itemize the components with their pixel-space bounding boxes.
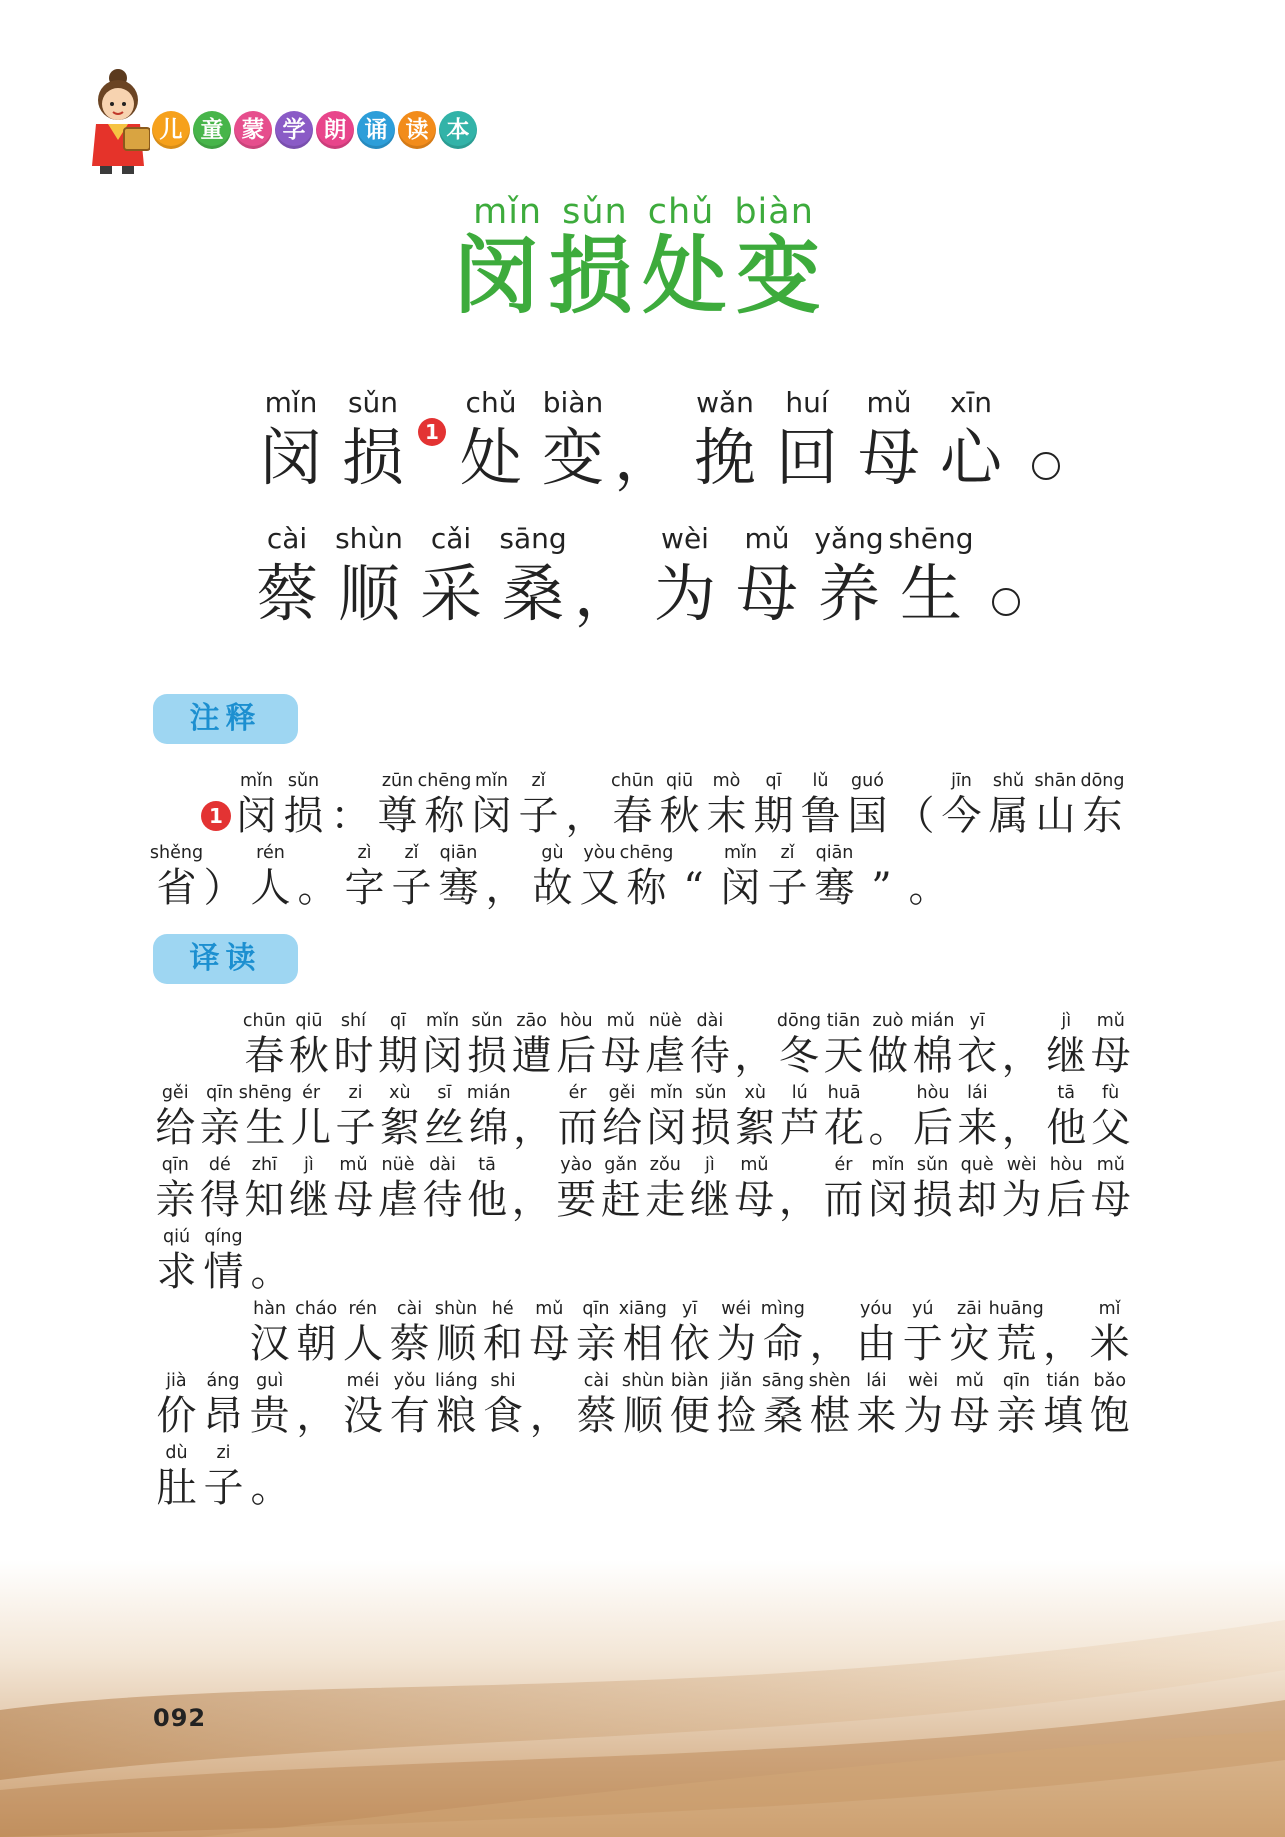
char-with-pinyin: mǔ 母	[529, 1299, 570, 1367]
punctuation: ：	[330, 793, 371, 839]
series-title	[152, 111, 477, 149]
char-with-pinyin: mǐ 米	[1089, 1299, 1130, 1367]
punctuation: ”	[871, 865, 892, 911]
punctuation: ，	[1001, 1105, 1042, 1151]
char-with-pinyin: qīn 亲	[155, 1155, 196, 1223]
title-pinyin-syllable: mǐn	[473, 192, 543, 232]
char-with-pinyin: sǔn 损	[283, 771, 324, 839]
char-with-pinyin: huā 花	[824, 1083, 865, 1151]
char-with-pinyin: shǔ 属	[988, 771, 1029, 839]
char-with-pinyin: mǐn 闵	[236, 771, 277, 839]
char-with-pinyin: qíng 情	[203, 1227, 244, 1295]
char-with-pinyin: hòu 后	[556, 1011, 597, 1079]
char-with-pinyin: hòu 后	[912, 1083, 953, 1151]
char-with-pinyin: lái 来	[957, 1083, 998, 1151]
poem-period	[992, 588, 1020, 616]
punctuation: ，	[734, 1033, 775, 1079]
char-with-pinyin: yào 要	[556, 1155, 597, 1223]
char-with-pinyin: mìng 命	[760, 1299, 805, 1367]
series-char: 童	[193, 111, 231, 149]
char-with-pinyin: guì 贵	[249, 1371, 290, 1439]
notes-body	[149, 768, 1133, 912]
char-with-pinyin: wèi 为	[1001, 1155, 1042, 1223]
poem-char: shēng 生	[888, 522, 974, 630]
punctuation: 。	[250, 1249, 291, 1295]
text-line	[153, 1008, 1133, 1080]
punctuation: ，	[513, 1105, 554, 1151]
footnote-marker[interactable]: 1	[201, 801, 231, 831]
series-char: 读	[398, 111, 436, 149]
char-with-pinyin: nüè 虐	[378, 1155, 418, 1223]
poem-line-2	[246, 520, 1066, 630]
char-with-pinyin: jīn 今	[941, 771, 982, 839]
char-with-pinyin: mián 棉	[910, 1011, 955, 1079]
char-with-pinyin: yī 衣	[957, 1011, 998, 1079]
poem-char: huí 回	[775, 386, 838, 494]
char-with-pinyin: xù 絮	[735, 1083, 776, 1151]
char-with-pinyin: cháo 朝	[295, 1299, 338, 1367]
char-with-pinyin: shèn 椹	[808, 1371, 851, 1439]
char-with-pinyin: qiú 求	[156, 1227, 197, 1295]
text-line	[153, 1080, 1133, 1152]
char-with-pinyin: sǔn 损	[912, 1155, 953, 1223]
char-with-pinyin: nüè 虐	[645, 1011, 686, 1079]
text-line	[153, 1440, 1133, 1512]
char-with-pinyin: wéi 为	[716, 1299, 757, 1367]
char-with-pinyin: tián 填	[1043, 1371, 1084, 1439]
series-char: 朗	[316, 111, 354, 149]
punctuation: ，	[485, 865, 526, 911]
page-number: 092	[153, 1704, 207, 1732]
text-line	[153, 1296, 1133, 1368]
char-with-pinyin: gù 故	[532, 843, 573, 911]
char-with-pinyin: chūn 春	[611, 771, 654, 839]
series-char: 本	[439, 111, 477, 149]
char-with-pinyin: chēng 称	[417, 771, 472, 839]
poem-char: chǔ 处	[459, 386, 522, 494]
poem-line-1	[250, 384, 1070, 494]
char-with-pinyin: xiāng 相	[618, 1299, 667, 1367]
translation-section-label: 译读	[153, 934, 298, 984]
char-with-pinyin: yú 于	[902, 1299, 943, 1367]
char-with-pinyin: zǐ 子	[391, 843, 432, 911]
char-with-pinyin: mǔ 母	[1090, 1155, 1131, 1223]
char-with-pinyin: sāng 桑	[762, 1371, 805, 1439]
char-with-pinyin: lú 芦	[779, 1083, 820, 1151]
char-with-pinyin: tā 他	[1046, 1083, 1087, 1151]
char-with-pinyin: lǔ 鲁	[800, 771, 841, 839]
char-with-pinyin: mǐn 闵	[720, 843, 761, 911]
char-with-pinyin: yǒu 有	[389, 1371, 430, 1439]
char-with-pinyin: shùn 顺	[621, 1371, 665, 1439]
poem-char: mǔ 母	[735, 522, 798, 630]
char-with-pinyin: tiān 天	[823, 1011, 864, 1079]
notes-section-label: 注释	[153, 694, 298, 744]
punctuation: “	[683, 865, 704, 911]
poem-period	[1032, 452, 1060, 480]
char-with-pinyin: mǐn 闵	[646, 1083, 687, 1151]
char-with-pinyin: rén 人	[250, 843, 291, 911]
char-with-pinyin: gǎn 赶	[600, 1155, 641, 1223]
char-with-pinyin: hàn 汉	[249, 1299, 290, 1367]
char-with-pinyin: méi 没	[343, 1371, 384, 1439]
char-with-pinyin: liáng 粮	[435, 1371, 478, 1439]
series-char: 蒙	[234, 111, 272, 149]
punctuation: ，	[778, 1177, 819, 1223]
title-pinyin-syllable: biàn	[734, 192, 814, 232]
char-with-pinyin: mò 末	[706, 771, 747, 839]
punctuation: ，	[511, 1177, 552, 1223]
char-with-pinyin: ér 而	[557, 1083, 598, 1151]
char-with-pinyin: huāng 荒	[988, 1299, 1044, 1367]
series-char: 诵	[357, 111, 395, 149]
char-with-pinyin: zǒu 走	[645, 1155, 686, 1223]
char-with-pinyin: xù 絮	[379, 1083, 420, 1151]
series-logo	[86, 66, 506, 176]
char-with-pinyin: bǎo 饱	[1089, 1371, 1130, 1439]
char-with-pinyin: qīn 亲	[575, 1299, 616, 1367]
char-with-pinyin: jì 继	[288, 1155, 329, 1223]
text-line	[153, 1152, 1133, 1224]
char-with-pinyin: qiān 骞	[438, 843, 479, 911]
char-with-pinyin: shěng 省	[149, 843, 204, 911]
char-with-pinyin: mǔ 母	[333, 1155, 374, 1223]
char-with-pinyin: dù 肚	[156, 1443, 197, 1511]
char-with-pinyin: cài 蔡	[576, 1371, 617, 1439]
poem-comma: ，	[574, 557, 637, 630]
char-with-pinyin: chēng 称	[619, 843, 674, 911]
char-with-pinyin: zhī 知	[244, 1155, 285, 1223]
char-with-pinyin: rén 人	[342, 1299, 383, 1367]
char-with-pinyin: yóu 由	[856, 1299, 897, 1367]
title-pinyin-syllable: sǔn	[562, 192, 628, 232]
char-with-pinyin: áng 昂	[203, 1371, 243, 1439]
footnote-marker[interactable]: 1	[418, 418, 446, 446]
poem-char: biàn 变	[541, 386, 604, 494]
char-with-pinyin: zāo 遭	[511, 1011, 552, 1079]
punctuation: ，	[1042, 1321, 1083, 1367]
char-with-pinyin: qiū 秋	[288, 1011, 329, 1079]
char-with-pinyin: qīn 亲	[996, 1371, 1037, 1439]
char-with-pinyin: biàn 便	[669, 1371, 710, 1439]
punctuation: 。	[868, 1105, 909, 1151]
char-with-pinyin: jià 价	[156, 1371, 197, 1439]
punctuation: 。	[250, 1465, 291, 1511]
char-with-pinyin: lái 来	[856, 1371, 897, 1439]
char-with-pinyin: chūn 春	[242, 1011, 286, 1079]
char-with-pinyin: mǔ 母	[1090, 1011, 1131, 1079]
char-with-pinyin: dài 待	[689, 1011, 730, 1079]
punctuation: 。	[908, 865, 949, 911]
char-with-pinyin: dōng 冬	[776, 1011, 821, 1079]
char-with-pinyin: qī 期	[378, 1011, 418, 1079]
punctuation: ，	[296, 1393, 337, 1439]
char-with-pinyin: gěi 给	[155, 1083, 196, 1151]
char-with-pinyin: zì 字	[344, 843, 385, 911]
char-with-pinyin: sǔn 损	[467, 1011, 508, 1079]
char-with-pinyin: mǐn 闵	[471, 771, 512, 839]
char-with-pinyin: zuò 做	[868, 1011, 909, 1079]
text-line	[153, 768, 1133, 840]
series-char: 儿	[152, 111, 190, 149]
char-with-pinyin: fù 父	[1090, 1083, 1131, 1151]
char-with-pinyin: yòu 又	[579, 843, 620, 911]
translation-body	[153, 1008, 1133, 1512]
boy-mascot-icon	[86, 66, 150, 176]
char-with-pinyin: gěi 给	[602, 1083, 642, 1151]
punctuation: ）	[203, 865, 244, 911]
char-with-pinyin: shān 山	[1034, 771, 1077, 839]
char-with-pinyin: mǔ 母	[734, 1155, 775, 1223]
text-line	[153, 1224, 1133, 1296]
series-char: 学	[275, 111, 313, 149]
char-with-pinyin: ér 儿	[291, 1083, 332, 1151]
poem-char: wǎn 挽	[693, 386, 756, 494]
poem-char: xīn 心	[939, 386, 1002, 494]
poem-char: yǎng 养	[814, 522, 884, 630]
char-with-pinyin: zāi 灾	[949, 1299, 990, 1367]
punctuation: ，	[529, 1393, 570, 1439]
paragraph-indent	[153, 801, 233, 840]
char-with-pinyin: sǔn 损	[690, 1083, 731, 1151]
poem-char: cài 蔡	[255, 522, 318, 630]
char-with-pinyin: hé 和	[482, 1299, 523, 1367]
char-with-pinyin: qiū 秋	[659, 771, 700, 839]
char-with-pinyin: shi 食	[483, 1371, 524, 1439]
char-with-pinyin: zi 子	[203, 1443, 244, 1511]
poem-char: sǔn 损	[341, 386, 404, 494]
char-with-pinyin: mǐn 闵	[422, 1011, 463, 1079]
char-with-pinyin: shí 时	[333, 1011, 374, 1079]
punctuation: ，	[565, 793, 606, 839]
char-with-pinyin: wèi 为	[903, 1371, 944, 1439]
char-with-pinyin: jì 继	[689, 1155, 730, 1223]
punctuation: 。	[297, 865, 338, 911]
char-with-pinyin: hòu 后	[1046, 1155, 1087, 1223]
char-with-pinyin: qī 期	[753, 771, 794, 839]
title-pinyin	[1, 192, 1285, 232]
char-with-pinyin: zi 子	[335, 1083, 376, 1151]
title-pinyin-syllable: chǔ	[647, 192, 715, 232]
poem-char: shùn 顺	[335, 522, 403, 630]
char-with-pinyin: dōng 东	[1080, 771, 1125, 839]
char-with-pinyin: mián 绵	[466, 1083, 511, 1151]
poem-char: sāng 桑	[499, 522, 567, 630]
char-with-pinyin: què 却	[957, 1155, 998, 1223]
poem-char: mǔ 母	[857, 386, 920, 494]
text-line	[153, 1368, 1133, 1440]
poem-comma: ，	[614, 421, 677, 494]
punctuation: ，	[809, 1321, 850, 1367]
char-with-pinyin: zǐ 子	[518, 771, 559, 839]
page-title: 闵损处变	[454, 227, 831, 325]
wood-footer-decoration	[0, 1560, 1285, 1837]
punctuation: （	[894, 793, 935, 839]
char-with-pinyin: dài 待	[422, 1155, 463, 1223]
char-with-pinyin: dé 得	[199, 1155, 240, 1223]
char-with-pinyin: qīn 亲	[199, 1083, 240, 1151]
text-line	[149, 840, 1133, 912]
char-with-pinyin: guó 国	[847, 771, 888, 839]
char-with-pinyin: cài 蔡	[389, 1299, 430, 1367]
char-with-pinyin: tā 他	[467, 1155, 508, 1223]
char-with-pinyin: zǐ 子	[767, 843, 808, 911]
char-with-pinyin: mǔ 母	[600, 1011, 641, 1079]
char-with-pinyin: ér 而	[823, 1155, 864, 1223]
char-with-pinyin: jiǎn 捡	[716, 1371, 757, 1439]
char-with-pinyin: jì 继	[1046, 1011, 1087, 1079]
char-with-pinyin: mǔ 母	[949, 1371, 990, 1439]
char-with-pinyin: sī 丝	[424, 1083, 465, 1151]
char-with-pinyin: yī 依	[669, 1299, 710, 1367]
char-with-pinyin: mǐn 闵	[868, 1155, 909, 1223]
poem-char: mǐn 闵	[259, 386, 322, 494]
char-with-pinyin: shùn 顺	[434, 1299, 478, 1367]
char-with-pinyin: qiān 骞	[814, 843, 855, 911]
char-with-pinyin: shēng 生	[238, 1083, 292, 1151]
poem-char: cǎi 采	[419, 522, 482, 630]
punctuation: ，	[1001, 1033, 1042, 1079]
char-with-pinyin: zūn 尊	[377, 771, 418, 839]
poem-char: wèi 为	[653, 522, 716, 630]
